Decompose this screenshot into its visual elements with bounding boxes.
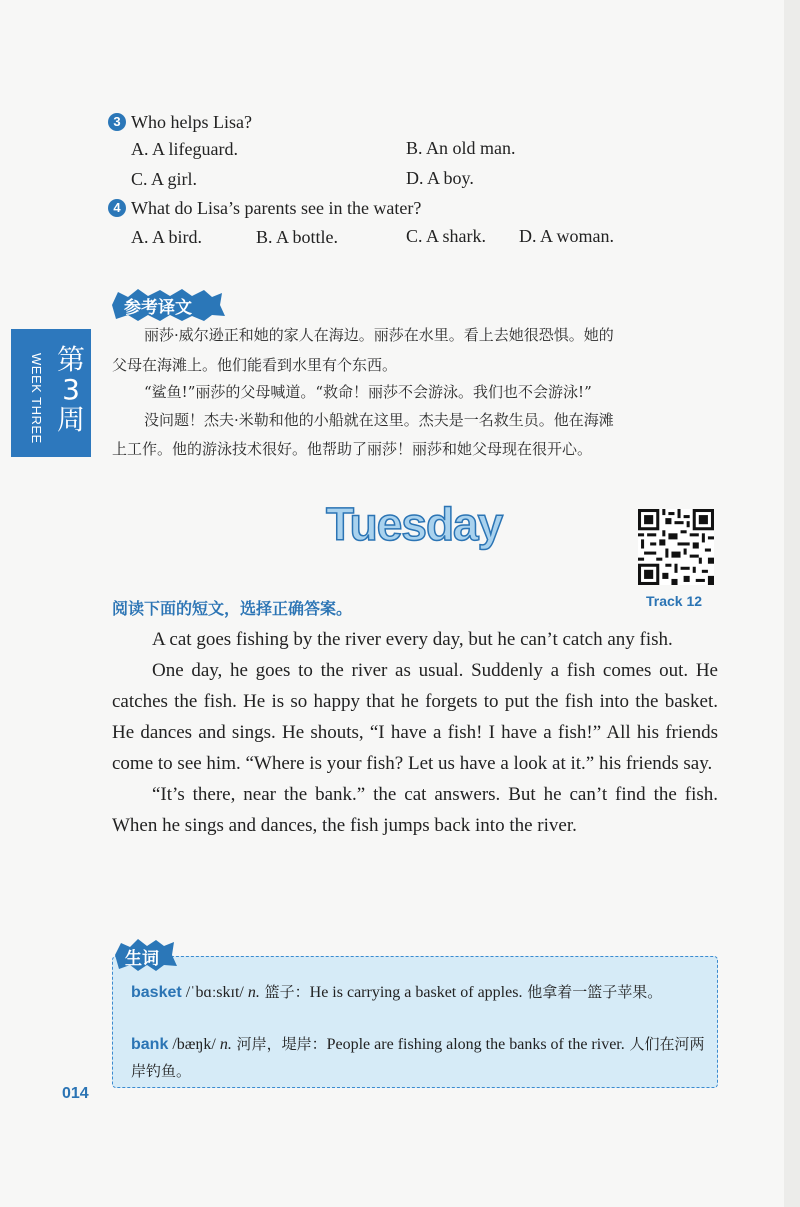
translation-line-4: 没问题！杰夫·米勒和他的小船就在这里。杰夫是一名救生员。他在海滩 — [144, 411, 614, 429]
translation-badge — [108, 288, 226, 322]
vocab-phonetic: /ˈbɑːskɪt/ — [181, 984, 248, 1001]
translation-line-3: “鲨鱼!”丽莎的父母喊道。“救命！丽莎不会游泳。我们也不会游泳!” — [144, 383, 592, 401]
question-4-text: What do Lisa’s parents see in the water? — [131, 198, 422, 218]
translation-line-5: 上工作。他的游泳技术很好。他帮助了丽莎！丽莎和她父母现在很开心。 — [112, 440, 593, 458]
vocab-pos: n. — [219, 1036, 232, 1053]
passage-paragraph-1: A cat goes fishing by the river every day, but he can’t catch any fish. — [152, 629, 673, 650]
question-4-number: 4 — [108, 199, 126, 217]
reading-passage — [112, 624, 718, 841]
question-4-option-a: A. A bird. — [131, 227, 203, 247]
week-tab-chinese: 第3周 — [56, 343, 85, 436]
qr-code-icon — [638, 509, 714, 585]
translation-line-1: 丽莎·威尔逊正和她的家人在海边。丽莎在水里。看上去她很恐惧。她的 — [144, 326, 614, 344]
week-tab — [11, 329, 91, 457]
question-3-option-c: C. A girl. — [131, 169, 198, 189]
vocab-meaning: 篮子： — [259, 983, 310, 1001]
vocabulary-box — [112, 956, 718, 1088]
question-3-option-b: B. An old man. — [406, 138, 516, 158]
vocab-word: basket — [131, 984, 182, 1001]
vocab-example: He is carrying a basket of apples. — [309, 984, 523, 1001]
track-label: Track 12 — [646, 593, 703, 609]
section-title: Tuesday — [326, 498, 503, 550]
vocab-pos: n. — [247, 984, 260, 1001]
translation-line-2: 父母在海滩上。他们能看到水里有个东西。 — [112, 356, 398, 374]
page-number: 014 — [62, 1085, 89, 1102]
vocab-example-translation: 他拿着一篮子苹果。 — [522, 983, 663, 1001]
page-edge — [784, 0, 800, 1207]
week-tab-english: WEEK THREE — [29, 353, 44, 444]
question-3-option-d: D. A boy. — [406, 168, 474, 188]
vocab-entry-bank — [131, 1031, 711, 1085]
vocabulary-badge — [112, 938, 178, 972]
vocab-phonetic: /bæŋk/ — [168, 1036, 220, 1053]
question-4-option-b: B. A bottle. — [256, 227, 339, 247]
question-4-option-c: C. A shark. — [406, 226, 487, 246]
question-3-option-a: A. A lifeguard. — [131, 139, 238, 159]
reading-instruction: 阅读下面的短文，选择正确答案。 — [112, 599, 353, 618]
question-3-number: 3 — [108, 113, 126, 131]
passage-paragraph-2: One day, he goes to the river as usual. Suddenly a fish comes out. He catches the fish. He is so happy that he forgets to put the fish into the basket. He dances and sings. He shouts, “I have a fish! I have a fish!” All his friends come to see him. “Where is your fish? Let us have a look at it.” his friends say. — [112, 660, 718, 774]
passage-paragraph-3: “It’s there, near the bank.” the cat answers. But he can’t find the fish. When he sings and dances, the fish jumps back into the river. — [112, 784, 718, 836]
question-3-text: Who helps Lisa? — [131, 112, 252, 132]
question-4-option-d: D. A woman. — [519, 226, 615, 246]
translation-badge-label: 参考译文 — [124, 298, 192, 318]
vocab-meaning: 河岸，堤岸： — [231, 1035, 327, 1053]
vocab-word: bank — [131, 1036, 169, 1053]
vocab-example: People are fishing along the banks of the river. — [326, 1036, 625, 1053]
vocab-example-translation: 人们在河两岸钓鱼。 — [131, 1035, 705, 1080]
vocab-entry-basket — [131, 979, 711, 1006]
vocabulary-badge-label: 生词 — [125, 949, 159, 969]
